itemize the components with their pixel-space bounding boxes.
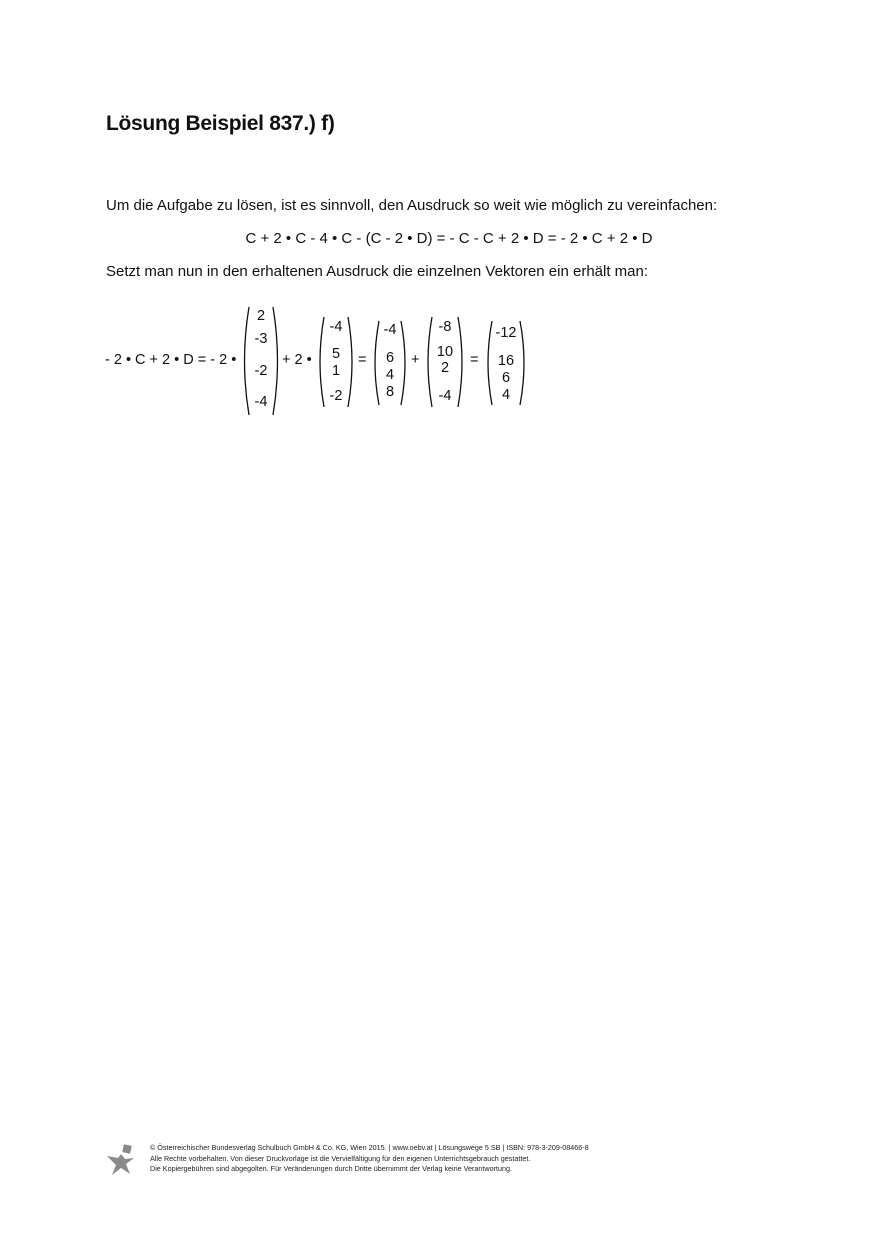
equation-lhs: - 2 • C + 2 • D = - 2 • xyxy=(105,352,237,368)
footer-disclaimer: Die Kopiergebühren sind abgegolten. Für Veränderungen durch Dritte übernimmt der Verlag keine Verantwortung. xyxy=(150,1164,512,1173)
vector-cell: 1 xyxy=(331,363,341,379)
equals-sign: = xyxy=(470,352,479,368)
vector-cell: 4 xyxy=(501,387,511,403)
vector-cell: 2 xyxy=(256,308,266,324)
vector-cell: -8 xyxy=(438,319,452,335)
vector-cell: 8 xyxy=(385,384,395,400)
footer-text xyxy=(150,1143,589,1175)
oebv-logo-icon xyxy=(106,1144,136,1176)
operator-plus-2: + 2 • xyxy=(282,352,312,368)
vector-cell: 10 xyxy=(436,344,454,360)
vector-cell: 16 xyxy=(497,353,515,369)
vector-cell: -3 xyxy=(254,331,268,347)
simplification-equation xyxy=(0,230,890,247)
vector-cell: -4 xyxy=(438,388,452,404)
vector-cell: -2 xyxy=(329,388,343,404)
equals-sign: = xyxy=(358,352,367,368)
intro-paragraph: Um die Aufgabe zu lösen, ist es sinnvoll, den Ausdruck so weit wie möglich zu vereinfachen: xyxy=(106,197,718,214)
vector-c xyxy=(241,305,281,417)
vector-2d xyxy=(425,315,465,409)
page-title: Lösung Beispiel 837.) f) xyxy=(106,112,335,135)
vector-d xyxy=(317,315,355,409)
vector-cell: -4 xyxy=(383,322,397,338)
vector-minus-2c xyxy=(372,319,408,407)
vector-cell: 2 xyxy=(440,360,450,376)
vector-cell: -12 xyxy=(495,325,517,341)
vector-cell: 6 xyxy=(501,370,511,386)
vector-cell: 4 xyxy=(385,367,395,383)
operator-plus: + xyxy=(411,352,420,368)
vector-cell: 5 xyxy=(331,346,341,362)
vector-cell: -2 xyxy=(254,363,268,379)
vector-result xyxy=(485,319,527,407)
vector-cell: -4 xyxy=(254,394,268,410)
vector-cell: 6 xyxy=(385,350,395,366)
footer-rights: Alle Rechte vorbehalten. Von dieser Druckvorlage ist die Vervielfältigung für den eigenen Unterrichtsgebrauch gestattet. xyxy=(150,1153,531,1163)
simplification-text: C + 2 • C - 4 • C - (C - 2 • D) = - C - C + 2 • D = - 2 • C + 2 • D xyxy=(245,230,653,247)
substitution-paragraph: Setzt man nun in den erhaltenen Ausdruck die einzelnen Vektoren ein erhält man: xyxy=(106,263,649,280)
footer-copyright: © Österreichischer Bundesverlag Schulbuch GmbH & Co. KG, Wien 2015. | www.oebv.at | Lösungswege 5 SB | ISBN: 978-3-209-08466-8 xyxy=(150,1143,589,1152)
vector-cell: -4 xyxy=(329,319,343,335)
